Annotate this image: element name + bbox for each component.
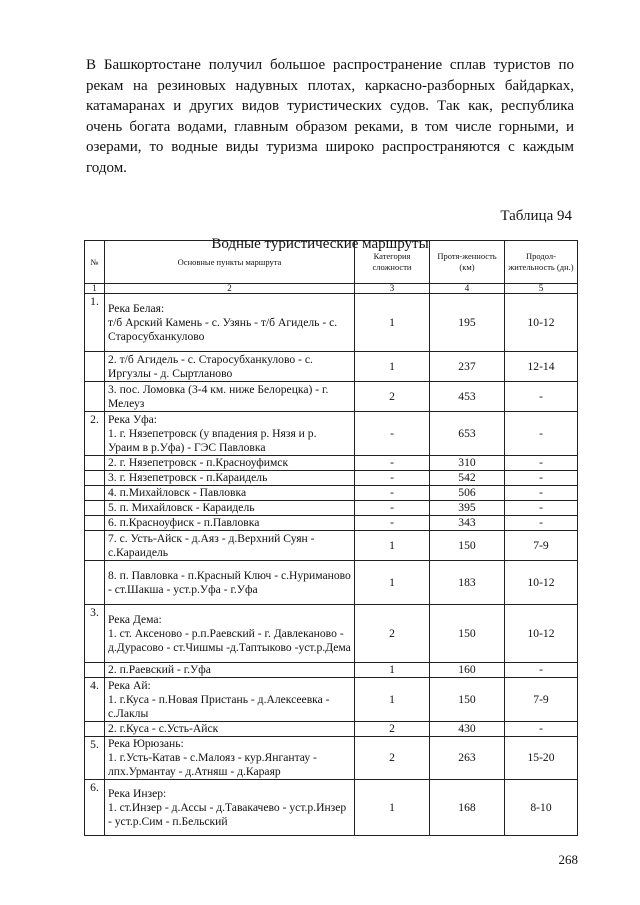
header-row (85, 241, 578, 284)
route-cell: Река Уфа: 1. г. Нязепетровск (у впадения р. Нязя и р. Ураим в р.Уфа) - ГЭС Павловка (105, 412, 355, 456)
table-row (85, 531, 578, 561)
category-cell: - (355, 516, 430, 531)
route-cell: 4. п.Михайловск - Павловка (105, 486, 355, 501)
length-cell: 183 (430, 561, 505, 605)
duration-cell: - (505, 516, 578, 531)
length-cell: 150 (430, 678, 505, 722)
route-cell: 2. п.Раевский - г.Уфа (105, 663, 355, 678)
row-number (85, 561, 105, 605)
table-row (85, 456, 578, 471)
intro-paragraph: В Башкортостане получил большое распространение сплав туристов по рекам на резиновых надувных плотах, каркасно-разборных байдарках, катамаранах и других видов туристических судов. Так как, республика очень богата водами, главным образом реками, в том числе горными, и озерами, то водные виды туризма широко распространяются с каждым годом. (86, 57, 574, 176)
route-cell: Река Юрюзань: 1. г.Усть-Катав - с.Малояз - кур.Янгантау - лпх.Урмантау - д.Атняш - д.Караяр (105, 737, 355, 780)
route-cell: 6. п.Красноуфиск - п.Павловка (105, 516, 355, 531)
route-cell: Река Инзер: 1. ст.Инзер - д.Ассы - д.Тавакачево - уст.р.Инзер - уст.р.Сим - п.Бельский (105, 780, 355, 836)
length-cell: 150 (430, 531, 505, 561)
category-cell: - (355, 412, 430, 456)
table-body (85, 294, 578, 836)
duration-cell: 10-12 (505, 605, 578, 663)
row-number (85, 382, 105, 412)
category-cell: 1 (355, 780, 430, 836)
page-number: 268 (558, 852, 578, 867)
length-cell: 160 (430, 663, 505, 678)
route-cell: 2. т/б Агидель - с. Старосубханкулово - с. Иргузлы - д. Сыртланово (105, 352, 355, 382)
route-cell: 3. г. Нязепетровск - п.Караидель (105, 471, 355, 486)
row-number (85, 456, 105, 471)
length-cell: 430 (430, 722, 505, 737)
header-route: Основные пункты маршрута (105, 241, 355, 284)
length-cell: 453 (430, 382, 505, 412)
category-cell: 2 (355, 605, 430, 663)
duration-cell: 10-12 (505, 294, 578, 352)
route-cell: 3. пос. Ломовка (3-4 км. ниже Белорецка) - г. Мелеуз (105, 382, 355, 412)
index-cell: 1 (85, 284, 105, 294)
duration-cell: 8-10 (505, 780, 578, 836)
index-cell: 4 (430, 284, 505, 294)
route-cell: 7. с. Усть-Айск - д.Аяз - д.Верхний Суян - с.Караидель (105, 531, 355, 561)
route-cell: 2. г. Нязепетровск - п.Красноуфимск (105, 456, 355, 471)
header-category: Категория сложности (355, 241, 430, 284)
length-cell: 542 (430, 471, 505, 486)
duration-cell: 15-20 (505, 737, 578, 780)
table-row (85, 412, 578, 456)
category-cell: 1 (355, 561, 430, 605)
category-cell: - (355, 456, 430, 471)
table-row (85, 605, 578, 663)
category-cell: 2 (355, 737, 430, 780)
length-cell: 310 (430, 456, 505, 471)
duration-cell: - (505, 412, 578, 456)
row-number (85, 663, 105, 678)
table-row (85, 561, 578, 605)
row-number: 3. (85, 605, 105, 663)
length-cell: 168 (430, 780, 505, 836)
row-number (85, 722, 105, 737)
category-cell: 1 (355, 678, 430, 722)
duration-cell: 10-12 (505, 561, 578, 605)
duration-cell: - (505, 456, 578, 471)
length-cell: 150 (430, 605, 505, 663)
header-length: Протя-женность (км) (430, 241, 505, 284)
table-row (85, 471, 578, 486)
row-number (85, 501, 105, 516)
duration-cell: - (505, 486, 578, 501)
table-number: Таблица 94 (500, 208, 572, 224)
table-row (85, 516, 578, 531)
length-cell: 653 (430, 412, 505, 456)
category-cell: 1 (355, 531, 430, 561)
table-row (85, 382, 578, 412)
length-cell: 195 (430, 294, 505, 352)
length-cell: 395 (430, 501, 505, 516)
duration-cell: 7-9 (505, 531, 578, 561)
table-row (85, 294, 578, 352)
table-row (85, 780, 578, 836)
row-number (85, 352, 105, 382)
table-row (85, 678, 578, 722)
length-cell: 343 (430, 516, 505, 531)
row-number (85, 516, 105, 531)
duration-cell: - (505, 382, 578, 412)
category-cell: - (355, 471, 430, 486)
row-number (85, 486, 105, 501)
row-number: 4. (85, 678, 105, 722)
table-row (85, 501, 578, 516)
category-cell: 2 (355, 382, 430, 412)
row-number: 2. (85, 412, 105, 456)
table-row (85, 722, 578, 737)
category-cell: 1 (355, 352, 430, 382)
category-cell: 1 (355, 294, 430, 352)
routes-table (84, 240, 578, 836)
table-row (85, 352, 578, 382)
table-row (85, 486, 578, 501)
route-cell: 2. г.Куса - с.Усть-Айск (105, 722, 355, 737)
duration-cell: - (505, 501, 578, 516)
row-number: 6. (85, 780, 105, 836)
duration-cell: - (505, 663, 578, 678)
duration-cell: 12-14 (505, 352, 578, 382)
category-cell: 1 (355, 663, 430, 678)
route-cell: 8. п. Павловка - п.Красный Ключ - с.Нуриманово - ст.Шакша - уст.р.Уфа - г.Уфа (105, 561, 355, 605)
table-row (85, 737, 578, 780)
index-cell: 5 (505, 284, 578, 294)
length-cell: 506 (430, 486, 505, 501)
row-number: 5. (85, 737, 105, 780)
route-cell: Река Дема: 1. ст. Аксеново - р.п.Раевский - г. Давлеканово - д.Дурасово - ст.Чишмы -д.Таптыково -уст.р.Дема (105, 605, 355, 663)
table-title: Водные туристические маршруты (211, 236, 429, 252)
length-cell: 263 (430, 737, 505, 780)
duration-cell: 7-9 (505, 678, 578, 722)
index-cell: 2 (105, 284, 355, 294)
route-cell: 5. п. Михайловск - Караидель (105, 501, 355, 516)
row-number (85, 471, 105, 486)
length-cell: 237 (430, 352, 505, 382)
route-cell: Река Белая: т/б Арский Камень - с. Узянь - т/б Агидель - с. Старосубханкулово (105, 294, 355, 352)
category-cell: 2 (355, 722, 430, 737)
index-row (85, 284, 578, 294)
duration-cell: - (505, 471, 578, 486)
duration-cell: - (505, 722, 578, 737)
category-cell: - (355, 486, 430, 501)
table-row (85, 663, 578, 678)
category-cell: - (355, 501, 430, 516)
header-duration: Продол-жительность (дн.) (505, 241, 578, 284)
row-number: 1. (85, 294, 105, 352)
index-cell: 3 (355, 284, 430, 294)
header-no: № (85, 241, 105, 284)
row-number (85, 531, 105, 561)
route-cell: Река Ай: 1. г.Куса - п.Новая Пристань - д.Алексеевка - с.Лаклы (105, 678, 355, 722)
